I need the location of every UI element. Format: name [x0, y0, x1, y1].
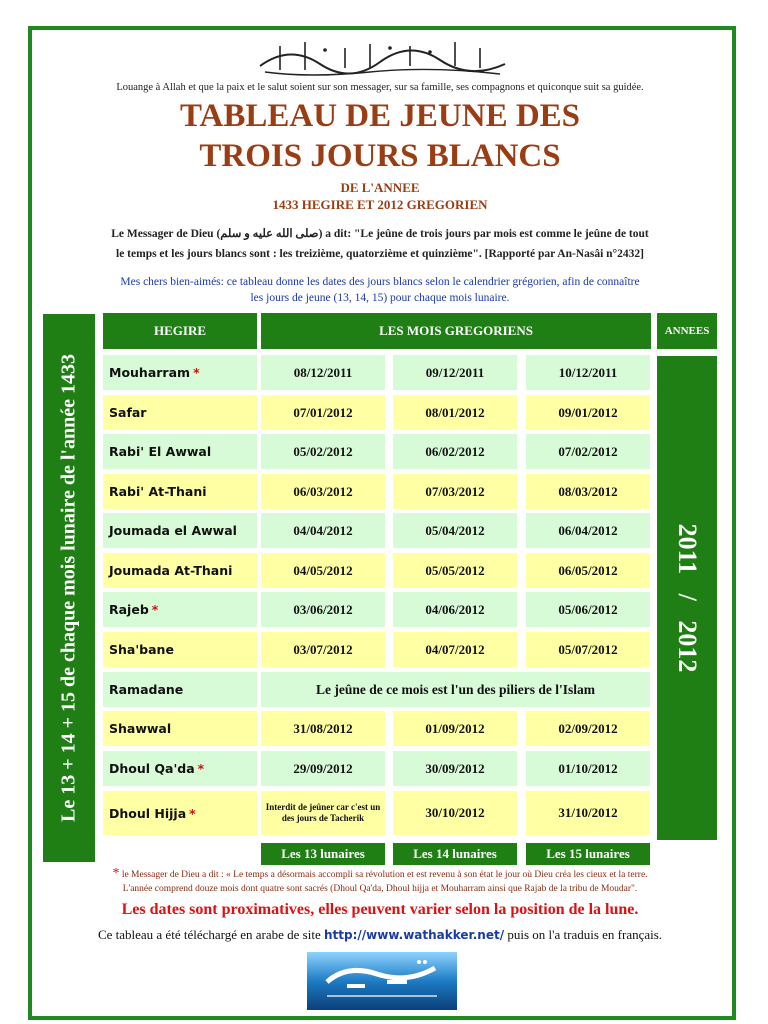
description-line-2: les jours de jeune (13, 14, 15) pour chaque mois lunaire. [250, 292, 510, 304]
date-cell-14: 06/02/2012 [393, 434, 517, 469]
month-cell [103, 474, 257, 509]
date-cell-15: 06/04/2012 [526, 513, 650, 548]
month-name: Ramadane [109, 682, 184, 697]
sacred-month-star: * [151, 602, 159, 617]
date-cell-14: 05/04/2012 [393, 513, 517, 548]
date-cell-13: Interdit de jeûner car c'est un des jours de Tacherik [261, 791, 385, 835]
footer-15: Les 15 lunaires [526, 843, 650, 865]
date-cell-13: 08/12/2011 [261, 355, 385, 390]
date-cell-13: 03/07/2012 [261, 632, 385, 667]
date-cell-15: 07/02/2012 [526, 434, 650, 469]
sacred-month-star: * [197, 761, 205, 776]
basmala-calligraphy [250, 36, 520, 78]
header-hegire: HEGIRE [103, 313, 257, 349]
date-cell-13: 05/02/2012 [261, 434, 385, 469]
month-name: Rabi' At-Thani [109, 484, 207, 499]
date-cell-15: 31/10/2012 [526, 791, 650, 835]
date-cell-13: 06/03/2012 [261, 474, 385, 509]
download-suffix: puis on l'a traduis en français. [504, 927, 663, 942]
ramadan-note: Le jeûne de ce mois est l'un des piliers de l'Islam [261, 672, 650, 707]
date-cell-15: 05/06/2012 [526, 592, 650, 627]
date-cell-15: 09/01/2012 [526, 395, 650, 430]
date-cell-15: 08/03/2012 [526, 474, 650, 509]
month-cell [103, 632, 257, 667]
title-line-1: TABLEAU DE JEUNE DES [179, 98, 581, 134]
date-cell-13: 04/05/2012 [261, 553, 385, 588]
date-cell-15: 02/09/2012 [526, 711, 650, 746]
intro-text: Louange à Allah et que la paix et le salut soient sur son messager, sur sa famille, ses compagnons et quiconque suit sa guidée. [116, 82, 644, 93]
wathakker-logo [307, 952, 457, 1010]
date-cell-13: 04/04/2012 [261, 513, 385, 548]
date-cell-14: 09/12/2011 [393, 355, 517, 390]
description-line-1: Mes chers bien-aimés: ce tableau donne les dates des jours blancs selon le calendrier grégorien, afin de connaître [120, 276, 640, 288]
warning-text: Les dates sont proximatives, elles peuvent varier selon la position de la lune. [121, 901, 639, 918]
note-star: * [112, 866, 120, 881]
note-line-2: L'année comprend douze mois dont quatre sont sacrés (Dhoul Qa'da, Dhoul hijja et Mouharram ainsi que Rajab de la tribu de Moudar". [122, 884, 638, 894]
date-cell-14: 04/06/2012 [393, 592, 517, 627]
download-prefix: Ce tableau a été téléchargé en arabe de site [97, 927, 324, 942]
header-years: ANNEES [657, 313, 717, 349]
footer-14: Les 14 lunaires [393, 843, 517, 865]
years-label: 2011 / 2012 [673, 523, 702, 673]
month-cell [103, 355, 257, 390]
date-cell-13: 29/09/2012 [261, 751, 385, 786]
date-cell-14: 30/10/2012 [393, 791, 517, 835]
hadith-line-1: Le Messager de Dieu (صلى الله عليه و سلم) a dit: "Le jeûne de trois jours par mois est comme le jeûne de tout [111, 228, 649, 240]
date-cell-15: 10/12/2011 [526, 355, 650, 390]
date-cell-14: 05/05/2012 [393, 553, 517, 588]
month-cell [103, 513, 257, 548]
download-credit [40, 927, 720, 943]
header-gregorian-months: LES MOIS GREGORIENS [261, 313, 651, 349]
month-cell [103, 672, 257, 707]
month-name: Rabi' El Awwal [109, 444, 212, 459]
subtitle-line-2: 1433 HEGIRE ET 2012 GREGORIEN [272, 197, 488, 212]
month-cell [103, 791, 257, 835]
month-name: Rajeb [109, 602, 149, 617]
sacred-month-star: * [193, 365, 200, 380]
month-cell [103, 711, 257, 746]
date-cell-13: 31/08/2012 [261, 711, 385, 746]
side-label-band [43, 314, 95, 862]
month-cell [103, 592, 257, 627]
month-name: Sha'bane [109, 642, 174, 657]
date-cell-13: 03/06/2012 [261, 592, 385, 627]
date-cell-15: 06/05/2012 [526, 553, 650, 588]
note-line-1-text: le Messager de Dieu a dit : « Le temps a désormais accompli sa révolution et est revenu à son état le jour où Dieu créa les cieux et la terre. [119, 870, 648, 880]
source-link[interactable]: http://www.wathakker.net/ [323, 928, 505, 942]
sacred-month-star: * [189, 805, 196, 821]
date-cell-14: 30/09/2012 [393, 751, 517, 786]
month-name: Shawwal [109, 721, 172, 736]
month-name: Safar [109, 405, 147, 420]
date-cell-14: 01/09/2012 [393, 711, 517, 746]
date-cell-15: 05/07/2012 [526, 632, 650, 667]
date-cell-14: 04/07/2012 [393, 632, 517, 667]
month-name: Joumada el Awwal [109, 523, 237, 538]
month-cell [103, 434, 257, 469]
subtitle-line-1: DE L'ANNEE [340, 180, 420, 195]
month-cell [103, 553, 257, 588]
month-cell [103, 395, 257, 430]
years-band [657, 356, 717, 840]
month-name: Dhoul Hijja [109, 805, 187, 821]
date-cell-14: 07/03/2012 [393, 474, 517, 509]
title-line-2: TROIS JOURS BLANCS [199, 138, 561, 174]
date-cell-15: 01/10/2012 [526, 751, 650, 786]
month-name: Dhoul Qa'da [109, 761, 195, 776]
month-name: Joumada At-Thani [109, 563, 233, 578]
note-line-1 [40, 867, 720, 882]
date-cell-14: 08/01/2012 [393, 395, 517, 430]
hadith-line-2: le temps et les jours blancs sont : les treizième, quatorzième et quinzième". [Rapporté par An-Nasâi n°2432] [116, 248, 644, 260]
month-cell [103, 751, 257, 786]
footer-13: Les 13 lunaires [261, 843, 385, 865]
month-name: Mouharram [109, 365, 191, 380]
date-cell-13: 07/01/2012 [261, 395, 385, 430]
side-label: Le 13 + 14 + 15 de chaque mois lunaire de l'année 1433 [57, 354, 80, 822]
